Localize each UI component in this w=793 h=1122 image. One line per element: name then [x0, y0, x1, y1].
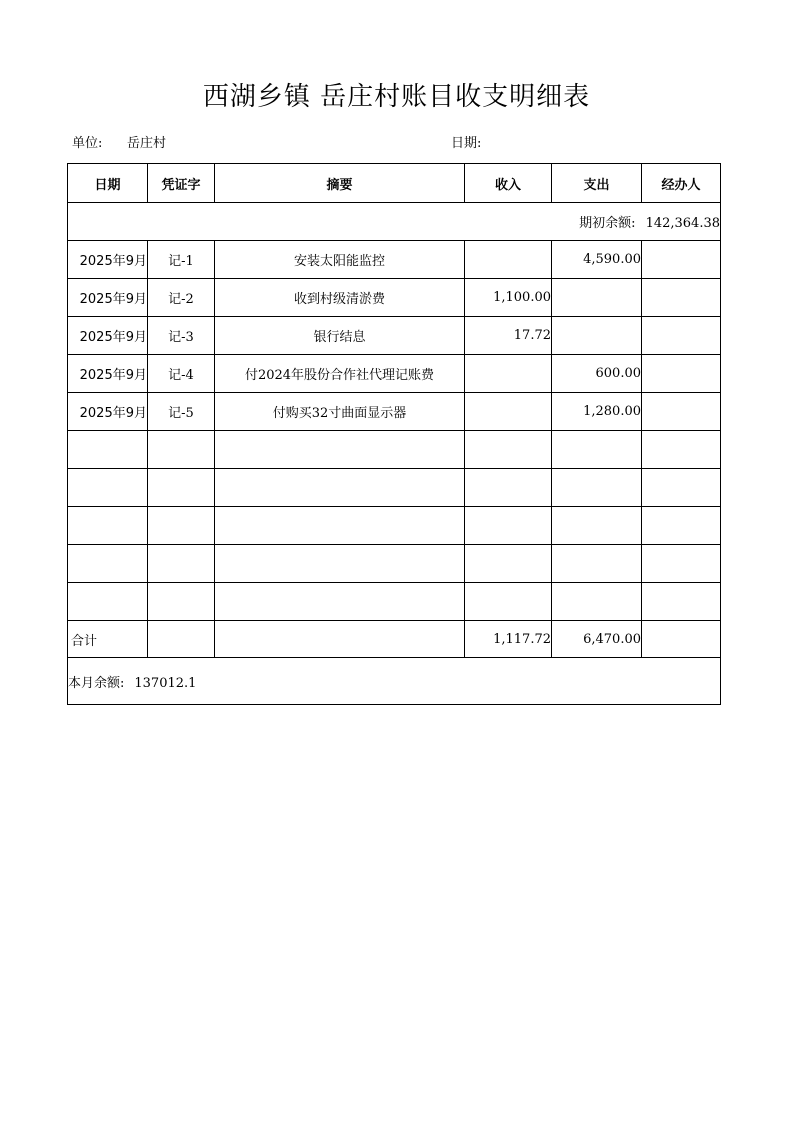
row-date [68, 431, 148, 469]
row-income [465, 393, 552, 431]
opening-balance-label: 期初余额: [579, 216, 636, 231]
row-income: 17.72 [465, 317, 552, 355]
header-date: 日期 [68, 164, 148, 203]
row-expense [552, 317, 642, 355]
row-summary: 安装太阳能监控 [215, 241, 465, 279]
opening-balance-cell [68, 203, 721, 241]
table-row [68, 545, 721, 583]
row-date: 2025年9月 [68, 317, 148, 355]
row-income [465, 469, 552, 507]
row-handler [642, 241, 721, 279]
row-income [465, 355, 552, 393]
unit-value: 岳庄村 [127, 136, 167, 151]
row-handler [642, 355, 721, 393]
row-summary [215, 507, 465, 545]
row-date: 2025年9月 [68, 241, 148, 279]
row-income [465, 241, 552, 279]
total-label: 合计 [68, 621, 148, 658]
row-date [68, 545, 148, 583]
row-voucher [148, 431, 215, 469]
row-voucher: 记-4 [148, 355, 215, 393]
table-row [68, 583, 721, 621]
row-handler [642, 393, 721, 431]
total-handler-cell [642, 621, 721, 658]
row-expense [552, 279, 642, 317]
closing-balance-value: 137012.1 [134, 675, 197, 691]
row-summary [215, 583, 465, 621]
table-row [68, 469, 721, 507]
row-date: 2025年9月 [68, 393, 148, 431]
row-summary [215, 545, 465, 583]
row-handler [642, 545, 721, 583]
row-date [68, 469, 148, 507]
row-summary: 付购买32寸曲面显示器 [215, 393, 465, 431]
row-expense: 4,590.00 [552, 241, 642, 279]
row-date [68, 583, 148, 621]
row-income [465, 545, 552, 583]
row-date [68, 507, 148, 545]
row-voucher: 记-1 [148, 241, 215, 279]
row-date: 2025年9月 [68, 355, 148, 393]
row-expense [552, 431, 642, 469]
row-voucher: 记-5 [148, 393, 215, 431]
row-summary [215, 469, 465, 507]
row-expense: 1,280.00 [552, 393, 642, 431]
table-row [68, 241, 721, 279]
row-date: 2025年9月 [68, 279, 148, 317]
opening-balance-value: 142,364.38 [645, 216, 720, 231]
table-row [68, 431, 721, 469]
row-income [465, 583, 552, 621]
total-income: 1,117.72 [465, 621, 552, 658]
row-voucher [148, 469, 215, 507]
row-expense [552, 507, 642, 545]
total-row [68, 621, 721, 658]
total-voucher-cell [148, 621, 215, 658]
row-handler [642, 469, 721, 507]
row-summary [215, 431, 465, 469]
row-handler [642, 317, 721, 355]
table-row [68, 507, 721, 545]
closing-balance-label: 本月余额: [68, 675, 125, 691]
row-voucher: 记-3 [148, 317, 215, 355]
row-voucher [148, 545, 215, 583]
opening-balance-row [68, 203, 721, 241]
row-handler [642, 431, 721, 469]
row-expense [552, 583, 642, 621]
header-handler: 经办人 [642, 164, 721, 203]
ledger-table [67, 163, 721, 705]
closing-balance-row [68, 658, 721, 705]
row-income [465, 507, 552, 545]
table-row [68, 393, 721, 431]
row-voucher [148, 507, 215, 545]
page-title: 西湖乡镇 岳庄村账目收支明细表 [202, 82, 591, 112]
date-label: 日期: [451, 136, 482, 151]
row-expense [552, 545, 642, 583]
row-summary: 付2024年股份合作社代理记账费 [215, 355, 465, 393]
row-expense: 600.00 [552, 355, 642, 393]
table-row [68, 279, 721, 317]
table-row [68, 317, 721, 355]
row-summary: 银行结息 [215, 317, 465, 355]
row-expense [552, 469, 642, 507]
row-handler [642, 279, 721, 317]
row-voucher: 记-2 [148, 279, 215, 317]
header-income: 收入 [465, 164, 552, 203]
total-expense: 6,470.00 [552, 621, 642, 658]
total-summary-cell [215, 621, 465, 658]
unit-label: 单位: [72, 136, 103, 151]
row-summary: 收到村级清淤费 [215, 279, 465, 317]
row-income [465, 431, 552, 469]
header-summary: 摘要 [215, 164, 465, 203]
row-handler [642, 583, 721, 621]
header-row [68, 164, 721, 203]
header-voucher: 凭证字 [148, 164, 215, 203]
closing-balance-cell [68, 658, 721, 705]
header-expense: 支出 [552, 164, 642, 203]
row-voucher [148, 583, 215, 621]
table-row [68, 355, 721, 393]
row-handler [642, 507, 721, 545]
row-income: 1,100.00 [465, 279, 552, 317]
